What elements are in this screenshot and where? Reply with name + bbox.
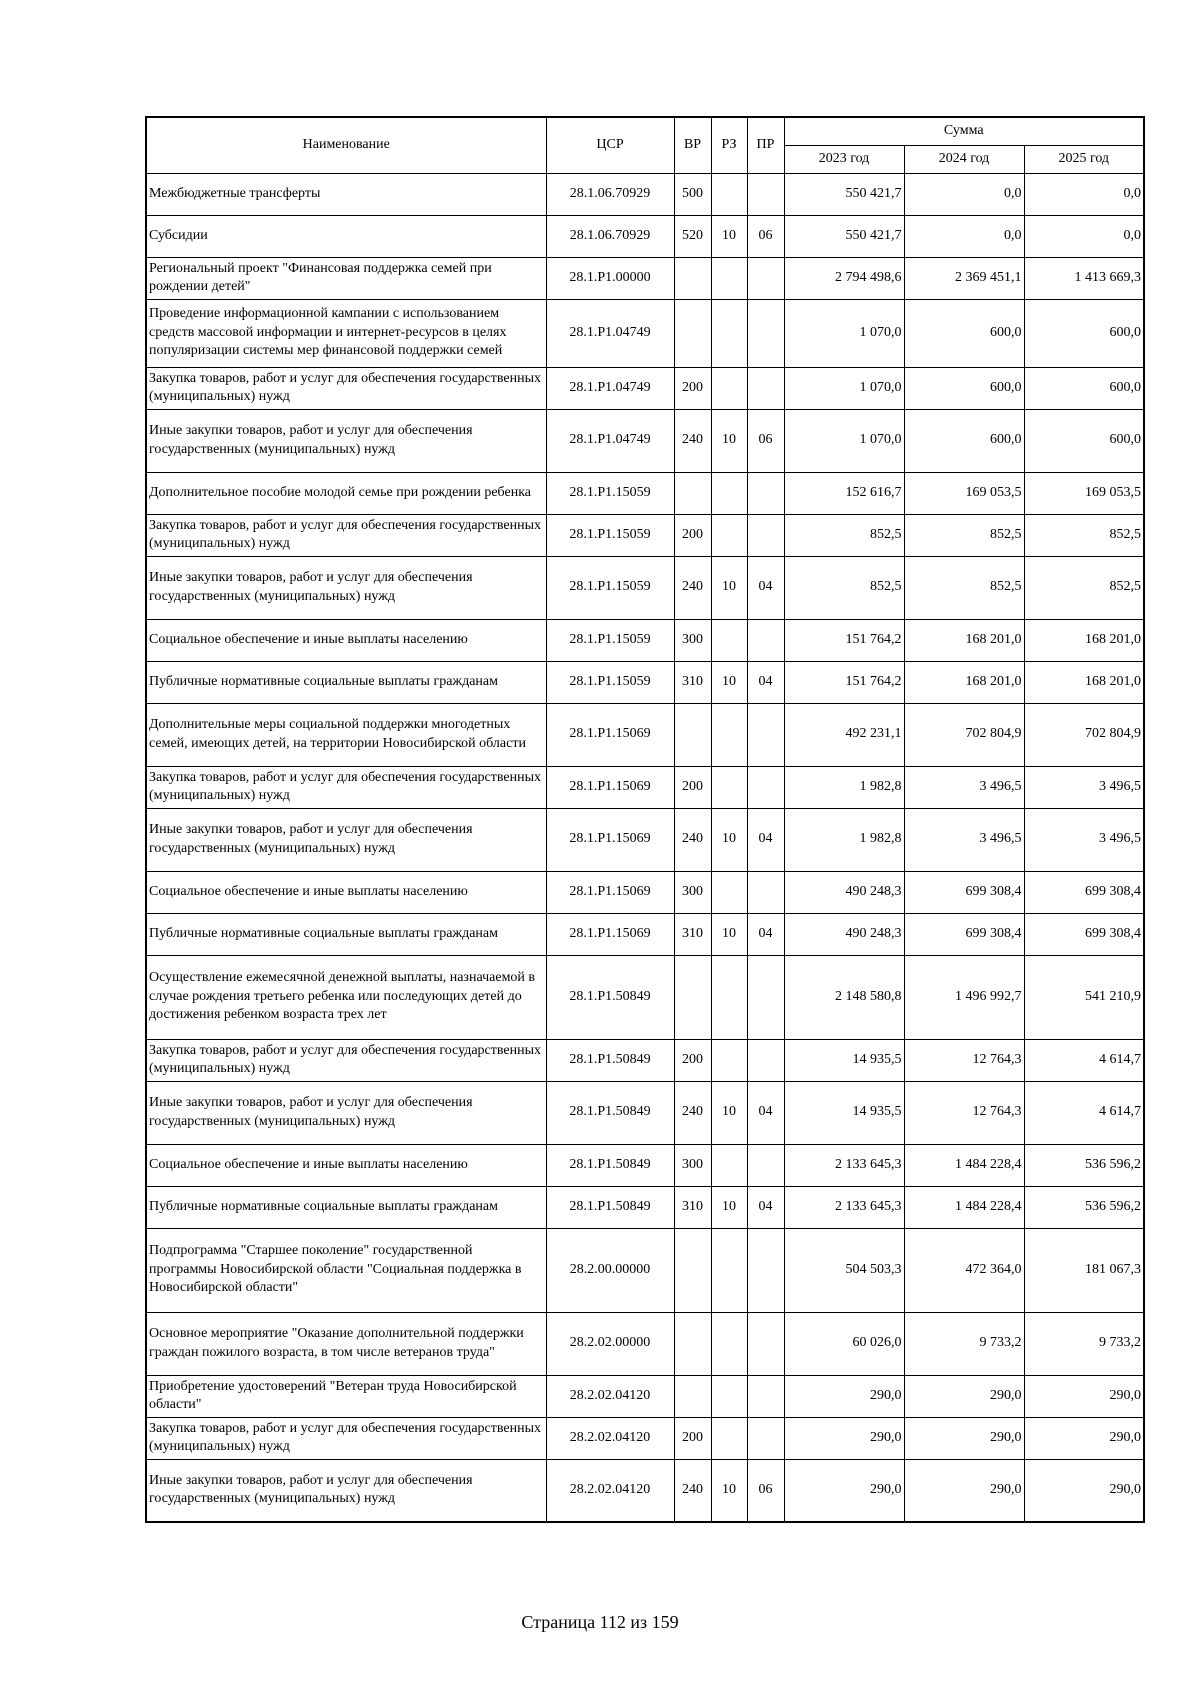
cell-pr	[747, 1039, 784, 1081]
cell-csr: 28.2.02.04120	[546, 1375, 674, 1417]
cell-2023: 504 503,3	[784, 1228, 904, 1312]
cell-vr: 240	[674, 808, 711, 871]
cell-vr: 240	[674, 1459, 711, 1522]
cell-pr: 06	[747, 409, 784, 472]
table-row	[146, 299, 1144, 367]
cell-2025: 541 210,9	[1024, 955, 1144, 1039]
cell-pr	[747, 703, 784, 766]
cell-2024: 290,0	[904, 1375, 1024, 1417]
cell-rz	[711, 1417, 747, 1459]
cell-2025: 0,0	[1024, 173, 1144, 215]
cell-csr: 28.1.P1.04749	[546, 367, 674, 409]
cell-2024: 699 308,4	[904, 871, 1024, 913]
col-header-csr: ЦСР	[546, 117, 674, 173]
cell-2024: 1 484 228,4	[904, 1186, 1024, 1228]
cell-vr: 200	[674, 766, 711, 808]
cell-rz	[711, 299, 747, 367]
cell-csr: 28.1.P1.04749	[546, 409, 674, 472]
col-header-pr: ПР	[747, 117, 784, 173]
cell-name: Публичные нормативные социальные выплаты гражданам	[146, 1186, 546, 1228]
cell-2023: 151 764,2	[784, 619, 904, 661]
cell-2025: 536 596,2	[1024, 1144, 1144, 1186]
cell-2023: 550 421,7	[784, 215, 904, 257]
cell-vr: 200	[674, 514, 711, 556]
col-header-rz: РЗ	[711, 117, 747, 173]
cell-name: Социальное обеспечение и иные выплаты населению	[146, 871, 546, 913]
cell-2024: 12 764,3	[904, 1081, 1024, 1144]
cell-2025: 1 413 669,3	[1024, 257, 1144, 299]
cell-2024: 290,0	[904, 1459, 1024, 1522]
cell-rz	[711, 1312, 747, 1375]
cell-name: Проведение информационной кампании с использованием средств массовой информации и интернет-ресурсов в целях популяризации системы мер финансовой поддержки семей	[146, 299, 546, 367]
cell-vr: 310	[674, 661, 711, 703]
cell-2023: 852,5	[784, 556, 904, 619]
cell-csr: 28.2.02.04120	[546, 1459, 674, 1522]
cell-rz: 10	[711, 808, 747, 871]
col-header-name: Наименование	[146, 117, 546, 173]
cell-name: Социальное обеспечение и иные выплаты населению	[146, 619, 546, 661]
col-header-2025: 2025 год	[1024, 145, 1144, 173]
cell-pr	[747, 257, 784, 299]
cell-2025: 290,0	[1024, 1459, 1144, 1522]
cell-csr: 28.1.P1.15069	[546, 871, 674, 913]
cell-csr: 28.1.P1.50849	[546, 1081, 674, 1144]
table-row	[146, 871, 1144, 913]
cell-name: Иные закупки товаров, работ и услуг для обеспечения государственных (муниципальных) нужд	[146, 556, 546, 619]
cell-pr: 04	[747, 808, 784, 871]
table-row	[146, 1186, 1144, 1228]
cell-2025: 169 053,5	[1024, 472, 1144, 514]
cell-name: Дополнительное пособие молодой семье при рождении ребенка	[146, 472, 546, 514]
table-row	[146, 472, 1144, 514]
cell-2025: 3 496,5	[1024, 808, 1144, 871]
cell-csr: 28.1.P1.15059	[546, 472, 674, 514]
table-body	[146, 173, 1144, 1522]
cell-2023: 2 794 498,6	[784, 257, 904, 299]
cell-rz: 10	[711, 1459, 747, 1522]
cell-2023: 60 026,0	[784, 1312, 904, 1375]
cell-2024: 3 496,5	[904, 808, 1024, 871]
cell-name: Иные закупки товаров, работ и услуг для обеспечения государственных (муниципальных) нужд	[146, 1459, 546, 1522]
cell-rz	[711, 619, 747, 661]
table-row	[146, 955, 1144, 1039]
cell-pr	[747, 1375, 784, 1417]
cell-pr	[747, 514, 784, 556]
cell-rz	[711, 257, 747, 299]
cell-name: Закупка товаров, работ и услуг для обеспечения государственных (муниципальных) нужд	[146, 1039, 546, 1081]
cell-2023: 490 248,3	[784, 913, 904, 955]
cell-pr: 04	[747, 661, 784, 703]
cell-2024: 852,5	[904, 556, 1024, 619]
cell-2025: 0,0	[1024, 215, 1144, 257]
cell-vr	[674, 1375, 711, 1417]
table-row	[146, 1459, 1144, 1522]
cell-2025: 600,0	[1024, 299, 1144, 367]
cell-pr	[747, 1228, 784, 1312]
cell-2023: 492 231,1	[784, 703, 904, 766]
cell-name: Субсидии	[146, 215, 546, 257]
cell-2024: 600,0	[904, 367, 1024, 409]
table-header	[146, 117, 1144, 173]
cell-csr: 28.1.P1.15059	[546, 556, 674, 619]
cell-csr: 28.1.P1.00000	[546, 257, 674, 299]
cell-2023: 2 133 645,3	[784, 1144, 904, 1186]
cell-rz	[711, 871, 747, 913]
cell-csr: 28.1.P1.50849	[546, 1144, 674, 1186]
cell-2024: 699 308,4	[904, 913, 1024, 955]
cell-2025: 181 067,3	[1024, 1228, 1144, 1312]
cell-rz	[711, 514, 747, 556]
cell-vr: 240	[674, 409, 711, 472]
cell-name: Иные закупки товаров, работ и услуг для обеспечения государственных (муниципальных) нужд	[146, 1081, 546, 1144]
cell-2023: 852,5	[784, 514, 904, 556]
cell-2024: 1 484 228,4	[904, 1144, 1024, 1186]
table-row	[146, 1081, 1144, 1144]
cell-pr	[747, 367, 784, 409]
cell-rz: 10	[711, 1081, 747, 1144]
cell-2024: 3 496,5	[904, 766, 1024, 808]
cell-vr	[674, 1228, 711, 1312]
cell-pr: 04	[747, 1186, 784, 1228]
cell-2023: 1 070,0	[784, 409, 904, 472]
cell-2023: 151 764,2	[784, 661, 904, 703]
cell-vr: 200	[674, 1417, 711, 1459]
cell-pr	[747, 299, 784, 367]
cell-name: Закупка товаров, работ и услуг для обеспечения государственных (муниципальных) нужд	[146, 766, 546, 808]
cell-rz	[711, 1375, 747, 1417]
table-row	[146, 766, 1144, 808]
cell-2025: 290,0	[1024, 1375, 1144, 1417]
cell-2025: 702 804,9	[1024, 703, 1144, 766]
page-number: Страница 112 из 159	[521, 1612, 679, 1632]
cell-csr: 28.1.P1.50849	[546, 1186, 674, 1228]
table-row	[146, 409, 1144, 472]
cell-2024: 852,5	[904, 514, 1024, 556]
table-row	[146, 215, 1144, 257]
cell-pr: 04	[747, 1081, 784, 1144]
cell-2023: 290,0	[784, 1417, 904, 1459]
cell-vr	[674, 703, 711, 766]
cell-vr: 300	[674, 1144, 711, 1186]
table-row	[146, 1228, 1144, 1312]
col-header-vr: ВР	[674, 117, 711, 173]
cell-rz: 10	[711, 556, 747, 619]
cell-csr: 28.1.P1.04749	[546, 299, 674, 367]
cell-vr: 240	[674, 1081, 711, 1144]
cell-csr: 28.1.06.70929	[546, 215, 674, 257]
cell-csr: 28.1.P1.15059	[546, 514, 674, 556]
cell-name: Публичные нормативные социальные выплаты гражданам	[146, 913, 546, 955]
cell-pr	[747, 871, 784, 913]
cell-2025: 290,0	[1024, 1417, 1144, 1459]
cell-vr: 300	[674, 619, 711, 661]
cell-2024: 169 053,5	[904, 472, 1024, 514]
table-row	[146, 173, 1144, 215]
cell-rz	[711, 1039, 747, 1081]
cell-2024: 472 364,0	[904, 1228, 1024, 1312]
cell-vr: 310	[674, 913, 711, 955]
cell-csr: 28.1.P1.15069	[546, 913, 674, 955]
cell-2023: 290,0	[784, 1459, 904, 1522]
cell-name: Закупка товаров, работ и услуг для обеспечения государственных (муниципальных) нужд	[146, 367, 546, 409]
cell-pr: 06	[747, 1459, 784, 1522]
col-header-sum: Сумма	[784, 117, 1144, 145]
cell-rz	[711, 472, 747, 514]
cell-pr	[747, 955, 784, 1039]
table-row	[146, 1312, 1144, 1375]
cell-csr: 28.1.P1.50849	[546, 955, 674, 1039]
cell-2024: 0,0	[904, 173, 1024, 215]
cell-rz: 10	[711, 661, 747, 703]
cell-csr: 28.1.P1.50849	[546, 1039, 674, 1081]
cell-rz: 10	[711, 215, 747, 257]
cell-vr: 500	[674, 173, 711, 215]
cell-csr: 28.1.P1.15069	[546, 808, 674, 871]
cell-2024: 290,0	[904, 1417, 1024, 1459]
cell-vr: 300	[674, 871, 711, 913]
cell-pr	[747, 1312, 784, 1375]
cell-rz: 10	[711, 409, 747, 472]
table-row	[146, 367, 1144, 409]
cell-vr: 200	[674, 367, 711, 409]
cell-vr	[674, 472, 711, 514]
table-row	[146, 1144, 1144, 1186]
cell-2024: 9 733,2	[904, 1312, 1024, 1375]
cell-pr: 04	[747, 913, 784, 955]
cell-name: Закупка товаров, работ и услуг для обеспечения государственных (муниципальных) нужд	[146, 514, 546, 556]
cell-2023: 1 982,8	[784, 766, 904, 808]
cell-name: Приобретение удостоверений "Ветеран труда Новосибирской области"	[146, 1375, 546, 1417]
cell-csr: 28.1.P1.15069	[546, 766, 674, 808]
cell-2024: 2 369 451,1	[904, 257, 1024, 299]
cell-2024: 168 201,0	[904, 619, 1024, 661]
cell-name: Подпрограмма "Старшее поколение" государственной программы Новосибирской области "Социальная поддержка в Новосибирской области"	[146, 1228, 546, 1312]
table-row	[146, 913, 1144, 955]
cell-name: Публичные нормативные социальные выплаты гражданам	[146, 661, 546, 703]
cell-2024: 600,0	[904, 409, 1024, 472]
cell-2024: 12 764,3	[904, 1039, 1024, 1081]
cell-csr: 28.1.P1.15059	[546, 619, 674, 661]
cell-rz	[711, 703, 747, 766]
cell-pr	[747, 766, 784, 808]
cell-name: Региональный проект "Финансовая поддержка семей при рождении детей"	[146, 257, 546, 299]
table-row	[146, 1039, 1144, 1081]
cell-vr: 200	[674, 1039, 711, 1081]
table-row	[146, 703, 1144, 766]
cell-rz	[711, 955, 747, 1039]
table-row	[146, 514, 1144, 556]
cell-2023: 152 616,7	[784, 472, 904, 514]
cell-vr	[674, 1312, 711, 1375]
cell-2023: 1 070,0	[784, 367, 904, 409]
cell-2024: 0,0	[904, 215, 1024, 257]
cell-2025: 699 308,4	[1024, 913, 1144, 955]
col-header-2023: 2023 год	[784, 145, 904, 173]
table-row	[146, 808, 1144, 871]
table-row	[146, 1417, 1144, 1459]
cell-vr: 310	[674, 1186, 711, 1228]
cell-name: Основное мероприятие "Оказание дополнительной поддержки граждан пожилого возраста, в том числе ветеранов труда"	[146, 1312, 546, 1375]
cell-rz	[711, 1144, 747, 1186]
cell-2025: 600,0	[1024, 409, 1144, 472]
cell-csr: 28.2.02.04120	[546, 1417, 674, 1459]
cell-name: Иные закупки товаров, работ и услуг для обеспечения государственных (муниципальных) нужд	[146, 409, 546, 472]
table-row	[146, 257, 1144, 299]
cell-2025: 3 496,5	[1024, 766, 1144, 808]
budget-table	[145, 116, 1145, 1523]
table-row	[146, 661, 1144, 703]
cell-2023: 1 982,8	[784, 808, 904, 871]
cell-2025: 4 614,7	[1024, 1039, 1144, 1081]
cell-2023: 2 148 580,8	[784, 955, 904, 1039]
cell-csr: 28.2.02.00000	[546, 1312, 674, 1375]
cell-vr	[674, 955, 711, 1039]
cell-name: Иные закупки товаров, работ и услуг для обеспечения государственных (муниципальных) нужд	[146, 808, 546, 871]
cell-pr: 06	[747, 215, 784, 257]
cell-rz	[711, 766, 747, 808]
col-header-2024: 2024 год	[904, 145, 1024, 173]
cell-2023: 290,0	[784, 1375, 904, 1417]
cell-rz: 10	[711, 1186, 747, 1228]
cell-name: Осуществление ежемесячной денежной выплаты, назначаемой в случае рождения третьего ребенка или последующих детей до достижения ребенком возраста трех лет	[146, 955, 546, 1039]
cell-csr: 28.2.00.00000	[546, 1228, 674, 1312]
cell-pr	[747, 173, 784, 215]
cell-vr: 240	[674, 556, 711, 619]
cell-2023: 2 133 645,3	[784, 1186, 904, 1228]
cell-2024: 702 804,9	[904, 703, 1024, 766]
cell-2025: 600,0	[1024, 367, 1144, 409]
cell-2025: 168 201,0	[1024, 619, 1144, 661]
cell-rz	[711, 173, 747, 215]
cell-rz	[711, 1228, 747, 1312]
cell-pr	[747, 1417, 784, 1459]
cell-csr: 28.1.P1.15069	[546, 703, 674, 766]
cell-name: Дополнительные меры социальной поддержки многодетных семей, имеющих детей, на территории Новосибирской области	[146, 703, 546, 766]
cell-csr: 28.1.P1.15059	[546, 661, 674, 703]
cell-vr	[674, 257, 711, 299]
cell-rz	[711, 367, 747, 409]
cell-pr: 04	[747, 556, 784, 619]
cell-2024: 168 201,0	[904, 661, 1024, 703]
cell-csr: 28.1.06.70929	[546, 173, 674, 215]
cell-2023: 490 248,3	[784, 871, 904, 913]
cell-name: Закупка товаров, работ и услуг для обеспечения государственных (муниципальных) нужд	[146, 1417, 546, 1459]
cell-vr: 520	[674, 215, 711, 257]
cell-vr	[674, 299, 711, 367]
table-row	[146, 619, 1144, 661]
table-row	[146, 556, 1144, 619]
table-row	[146, 1375, 1144, 1417]
cell-pr	[747, 1144, 784, 1186]
cell-2024: 1 496 992,7	[904, 955, 1024, 1039]
cell-2025: 168 201,0	[1024, 661, 1144, 703]
cell-pr	[747, 472, 784, 514]
cell-2023: 550 421,7	[784, 173, 904, 215]
cell-2025: 536 596,2	[1024, 1186, 1144, 1228]
cell-2023: 14 935,5	[784, 1081, 904, 1144]
cell-2025: 4 614,7	[1024, 1081, 1144, 1144]
cell-2023: 1 070,0	[784, 299, 904, 367]
cell-2025: 852,5	[1024, 556, 1144, 619]
cell-2024: 600,0	[904, 299, 1024, 367]
cell-2025: 852,5	[1024, 514, 1144, 556]
cell-rz: 10	[711, 913, 747, 955]
cell-2025: 699 308,4	[1024, 871, 1144, 913]
cell-name: Межбюджетные трансферты	[146, 173, 546, 215]
cell-2023: 14 935,5	[784, 1039, 904, 1081]
cell-2025: 9 733,2	[1024, 1312, 1144, 1375]
cell-pr	[747, 619, 784, 661]
cell-name: Социальное обеспечение и иные выплаты населению	[146, 1144, 546, 1186]
